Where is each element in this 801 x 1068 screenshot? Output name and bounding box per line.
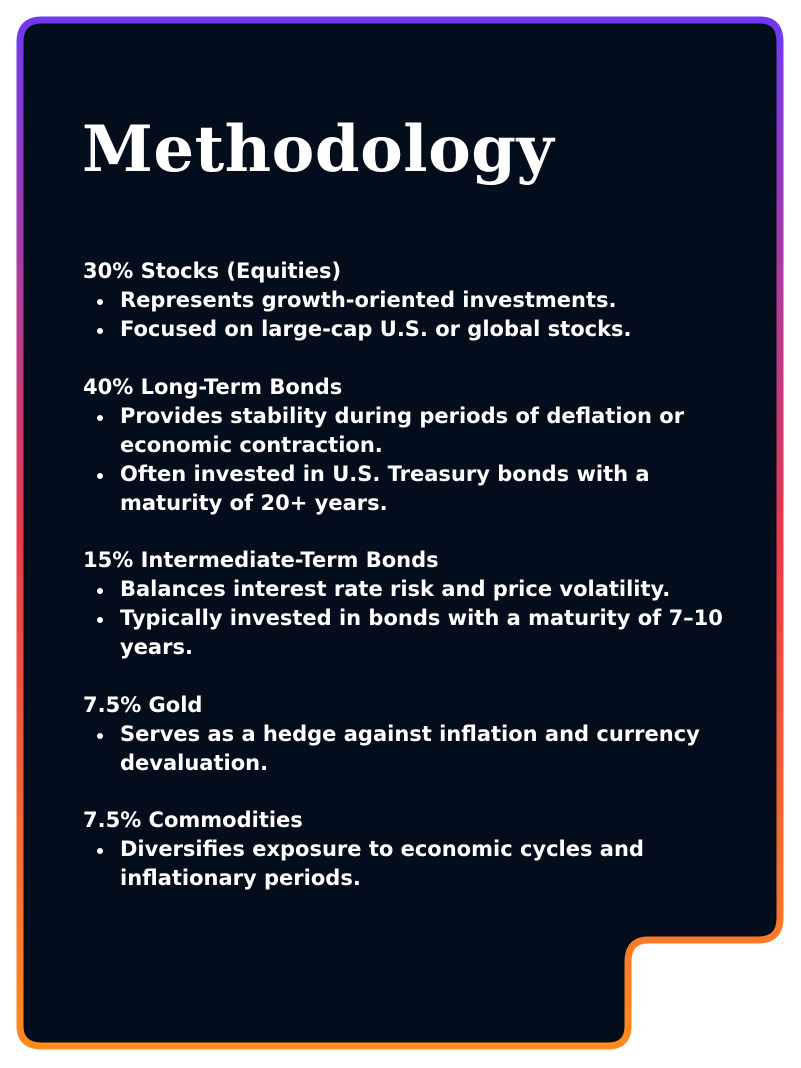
bullet-item bbox=[83, 460, 723, 518]
bullet-text: Focused on large-cap U.S. or global stocks. bbox=[120, 317, 632, 341]
bullet-item bbox=[83, 720, 723, 778]
allocation-section bbox=[83, 546, 723, 662]
section-heading: 7.5% Gold bbox=[83, 692, 203, 717]
bullet-dot-icon bbox=[97, 473, 103, 479]
allocation-list bbox=[83, 257, 723, 922]
section-heading: 15% Intermediate-Term Bonds bbox=[83, 548, 439, 572]
bullet-text: Typically invested in bonds with a maturity of 7–10 years. bbox=[120, 606, 723, 659]
allocation-section bbox=[83, 691, 723, 778]
bullet-dot-icon bbox=[97, 617, 103, 623]
bullet-text: Diversifies exposure to economic cycles and inflationary periods. bbox=[120, 837, 644, 890]
bullet-item bbox=[83, 835, 723, 893]
bullet-text: Serves as a hedge against inflation and currency devaluation. bbox=[120, 721, 700, 775]
bullet-item bbox=[83, 575, 723, 604]
allocation-section bbox=[83, 373, 723, 518]
bullet-text: Often invested in U.S. Treasury bonds with a maturity of 20+ years. bbox=[120, 461, 650, 515]
bullet-item bbox=[83, 402, 723, 460]
bullet-list bbox=[83, 720, 723, 778]
allocation-section bbox=[83, 806, 723, 893]
bullet-text: Provides stability during periods of deflation or economic contraction. bbox=[120, 403, 685, 457]
bullet-list bbox=[83, 402, 723, 518]
bullet-list bbox=[83, 835, 723, 893]
bullet-dot-icon bbox=[97, 299, 103, 305]
section-heading: 30% Stocks (Equities) bbox=[83, 259, 342, 283]
section-heading: 40% Long-Term Bonds bbox=[83, 374, 343, 399]
bullet-dot-icon bbox=[97, 733, 103, 739]
bullet-dot-icon bbox=[97, 848, 103, 854]
section-heading: 7.5% Commodities bbox=[83, 808, 303, 832]
allocation-section bbox=[83, 257, 723, 344]
bullet-list bbox=[83, 286, 723, 344]
a2b-logo bbox=[648, 982, 780, 1028]
bullet-item bbox=[83, 286, 723, 315]
page-title: Methodology bbox=[82, 112, 555, 187]
bullet-text: Balances interest rate risk and price volatility. bbox=[120, 577, 671, 601]
bullet-dot-icon bbox=[97, 588, 103, 594]
bullet-text: Represents growth-oriented investments. bbox=[120, 288, 617, 312]
bullet-list bbox=[83, 575, 723, 662]
bullet-item bbox=[83, 604, 723, 662]
bullet-dot-icon bbox=[97, 328, 103, 334]
bullet-item bbox=[83, 315, 723, 344]
bullet-dot-icon bbox=[97, 415, 103, 421]
